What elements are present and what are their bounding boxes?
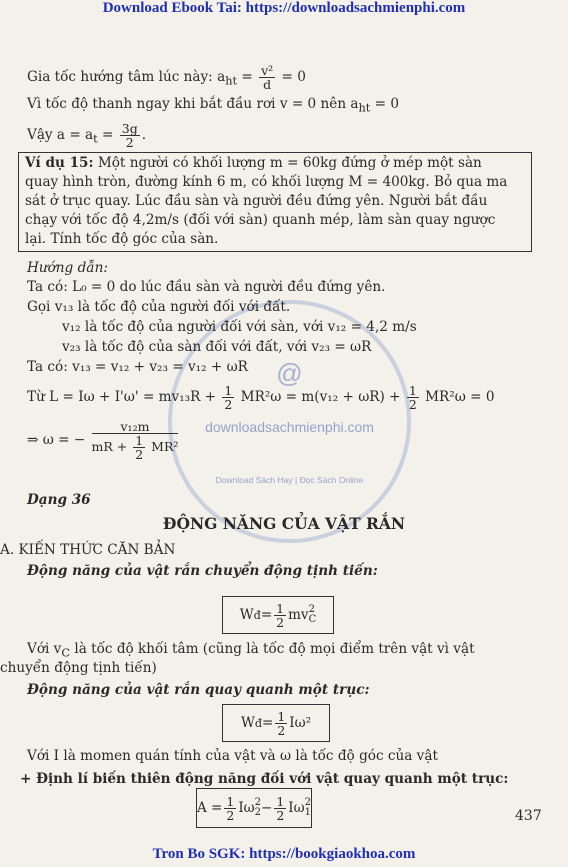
footer-url[interactable]: Tron Bo SGK: https://bookgiaokhoa.com bbox=[152, 846, 416, 862]
work-energy-theorem-heading: + Định lí biến thiên động năng đối với vật quay quanh một trục: bbox=[20, 771, 509, 787]
example-line-3: sát ở trục quay. Lúc đầu sàn và người đều đứng yên. Người bắt đầu bbox=[25, 193, 488, 209]
translation-kinetic-formula: W đ = $\frac{1}{2}$ mv 2 C bbox=[222, 596, 334, 634]
page-number: 437 bbox=[515, 808, 542, 824]
inertia-explanation: Với I là momen quán tính của vật và ω là tốc độ góc của vật bbox=[27, 748, 438, 764]
solution-title: Hướng dẫn: bbox=[27, 260, 108, 276]
example-label: Ví dụ 15: bbox=[25, 155, 94, 171]
solution-line-5: Ta có: v₁₃ = v₁₂ + v₂₃ = v₁₂ + ωR bbox=[27, 359, 248, 375]
translation-kinetic-heading: Động năng của vật rắn chuyển động tịnh tiến: bbox=[27, 563, 378, 579]
example-line-2: quay hình tròn, đường kính 6 m, có khối lượng M = 400kg. Bỏ qua ma bbox=[25, 174, 508, 190]
watermark-site: downloadsachmienphi.com bbox=[205, 419, 374, 435]
example-box bbox=[18, 152, 532, 252]
solution-line-3: v₁₂ là tốc độ của người đối với sàn, với v₁₂ = 4,2 m/s bbox=[62, 319, 417, 335]
rotation-kinetic-formula: W đ = $\frac{1}{2}$ Iω² bbox=[222, 704, 330, 742]
example-line-4: chạy với tốc độ 4,2m/s (đối với sàn) quanh mép, làm sàn quay ngược bbox=[25, 212, 496, 228]
watermark-symbol: @ bbox=[276, 358, 303, 388]
section-subtitle: A. KIẾN THỨC CĂN BẢN bbox=[0, 542, 176, 558]
velocity-zero-line: Vì tốc độ thanh ngay khi bắt đầu rơi v = 0 nên $a_{ht} = 0$ bbox=[27, 96, 400, 115]
dang-label: Dạng 36 bbox=[27, 492, 91, 508]
result-line: Vậy $a = a_t$ = $\frac{3g}{2}$ . bbox=[27, 121, 147, 150]
omega-formula-line: ⇒ ω = − v₁₂m mR + $\frac{1}{2}$ MR² bbox=[27, 419, 179, 462]
rotation-kinetic-heading: Động năng của vật rắn quay quanh một trục: bbox=[27, 682, 370, 698]
header-url[interactable]: Download Ebook Tai: https://downloadsachmienphi.com bbox=[102, 0, 466, 16]
watermark-logo bbox=[168, 300, 411, 543]
angular-momentum-line: Từ L = Iω + I'ω' = mv₁₃R + $\frac{1}{2}$ MR²ω = m(v₁₂ + ωR) + $\frac{1}{2}$ MR²ω = 0 bbox=[27, 383, 495, 412]
vc-explanation: Với $v_C$ là tốc độ khối tâm (cũng là tốc độ mọi điểm trên vật vì vật bbox=[27, 641, 475, 660]
solution-line-2: Gọi v₁₃ là tốc độ của người đối với đất. bbox=[27, 299, 291, 315]
example-line-1: Ví dụ 15: Một người có khối lượng m = 60kg đứng ở mép một sàn bbox=[25, 155, 482, 171]
section-title: ĐỘNG NĂNG CỦA VẬT RẮN bbox=[162, 514, 406, 533]
solution-line-4: v₂₃ là tốc độ của sàn đối với đất, với v₂₃ = ωR bbox=[62, 339, 372, 355]
vc-explanation-cont: chuyển động tịnh tiến) bbox=[0, 660, 157, 676]
solution-line-1: Ta có: L₀ = 0 do lúc đầu sàn và người đều đứng yên. bbox=[27, 279, 386, 295]
watermark-tagline: Download Sách Hay | Đọc Sách Online bbox=[215, 475, 364, 485]
work-energy-formula: A = $\frac{1}{2}$ Iω 2 2 − $\frac{1}{2}$ Iω 2 1 bbox=[196, 788, 312, 828]
centripetal-accel-line: Gia tốc hướng tâm lúc này: $a_{ht}$ = $\frac{\text{v²}}{d}$ = 0 bbox=[27, 63, 306, 92]
example-line-5: lại. Tính tốc độ góc của sàn. bbox=[25, 231, 219, 247]
